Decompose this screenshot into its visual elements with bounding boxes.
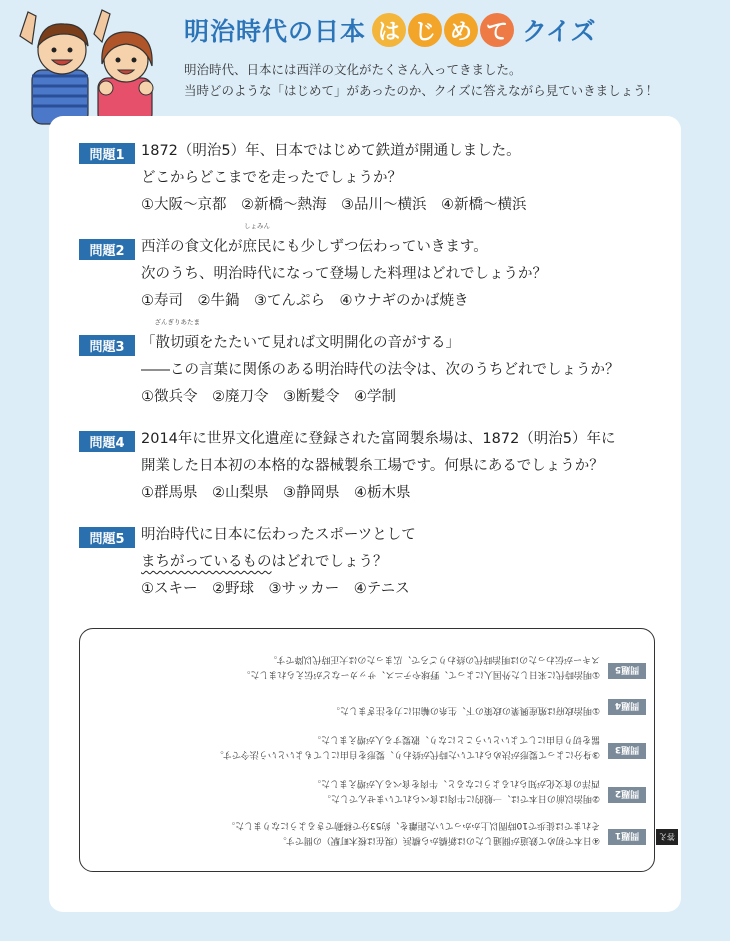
answer-line: ③身分によって髪形が決められていた時代が終わり、髪形を自由にしてもよいという法令です。 xyxy=(214,749,600,759)
intro-line-1: 明治時代、日本には西洋の文化がたくさん入ってきました。 xyxy=(184,62,522,77)
title-bubble: め xyxy=(444,13,478,47)
answer-line: ④日本で初めて鉄道が開通したのは新橋から横浜（現在は桜木町駅）の間です。 xyxy=(277,835,600,845)
ruby-base: 庶民 xyxy=(242,239,272,255)
title-bubble: て xyxy=(480,13,514,47)
answer-label: 問題1 xyxy=(608,829,646,845)
question-line: ――この言葉に関係のある明治時代の法令は、次のうちどれでしょうか？ xyxy=(141,362,620,378)
title-quiz-text: クイズ xyxy=(522,17,596,46)
answer-line: 西洋の食文化が知られるようになると、牛肉を食べる人が増えました。 xyxy=(311,778,600,789)
question-label: 問題2 xyxy=(79,239,135,260)
question-label: 問題5 xyxy=(79,527,135,548)
question-options: ①群馬県 ②山梨県 ③静岡県 ④栃木県 xyxy=(141,485,411,501)
emphasis-text: まちがっているもの xyxy=(141,554,272,570)
answer-tag: 答え xyxy=(656,829,678,845)
question-line xyxy=(141,222,547,261)
quiz-panel xyxy=(49,116,681,912)
text-segment: 「 xyxy=(141,335,156,351)
question-text xyxy=(141,138,527,219)
question-options: ①徴兵令 ②廃刀令 ③断髪令 ④学制 xyxy=(141,389,396,405)
title-bubble: は xyxy=(372,13,406,47)
ruby-reading: ざんぎりあたま xyxy=(154,318,200,326)
answer-text xyxy=(215,732,600,761)
question-label: 問題4 xyxy=(79,431,135,452)
question-line: 開業した日本初の本格的な器械製糸工場です。何県にあるでしょうか？ xyxy=(141,458,604,474)
question-line: 1872（明治5）年、日本ではじめて鉄道が開通しました。 xyxy=(141,143,521,159)
text-segment: にも少しずつ伝わっていきます。 xyxy=(271,239,488,255)
question-text xyxy=(141,222,547,315)
answer-label: 問題5 xyxy=(608,663,646,679)
boy-figure xyxy=(20,10,110,124)
answer-line: ①明治時代に来日した外国人によって、野球やテニス、サッカーなどが伝えられました。 xyxy=(241,669,600,679)
title-main-text: 明治時代の日本 xyxy=(184,17,367,46)
answer-line: ①明治政府は殖産興業の政策の下、生糸の輸出に力を注ぎました。 xyxy=(330,705,600,715)
question-line: 明治時代に日本に伝わったスポーツとして xyxy=(141,527,416,543)
question-line: 次のうち、明治時代になって登場した料理はどれでしょうか？ xyxy=(141,266,547,282)
answer-line: 髷を切り自由にしてよいということになり、散髪する人が増えました。 xyxy=(311,734,600,745)
answer-text xyxy=(312,776,600,805)
question-text xyxy=(141,522,416,603)
answer-label: 問題2 xyxy=(608,787,646,803)
question-line: どこからどこまでを走ったでしょうか？ xyxy=(141,170,402,186)
text-segment: 西洋の食文化が xyxy=(141,239,243,255)
answer-line: ②明治以前の日本では、一般的に牛肉は食べられていませんでした。 xyxy=(321,793,600,803)
question-text xyxy=(141,318,620,411)
title-bubble: じ xyxy=(408,13,442,47)
question-label: 問題1 xyxy=(79,143,135,164)
answer-line: それまでは徒歩で10時間以上かかっていた距離を、約53分で移動できるようになりました。 xyxy=(226,820,600,831)
text-segment: はどれでしょう？ xyxy=(271,554,388,570)
title-bubbles xyxy=(372,13,516,47)
ruby-word xyxy=(242,222,272,261)
answer-box xyxy=(79,628,675,872)
question-options: ①スキー ②野球 ③サッカー ④テニス xyxy=(141,581,410,597)
answer-line: スキーが伝わったのは明治時代の終わりごろで、広まったのは大正時代以降です。 xyxy=(268,654,600,665)
answer-label: 問題4 xyxy=(608,699,646,715)
text-segment: をたたいて見れば文明開化の音がする」 xyxy=(199,335,460,351)
answer-text xyxy=(226,818,600,847)
answer-box-rotated xyxy=(80,629,675,871)
question-line xyxy=(141,549,416,576)
answer-text xyxy=(241,652,600,681)
question-text xyxy=(141,426,616,507)
question-options: ①大阪〜京都 ②新橋〜熱海 ③品川〜横浜 ④新橋〜横浜 xyxy=(141,197,527,213)
question-label: 問題3 xyxy=(79,335,135,356)
question-line: 2014年に世界文化遺産に登録された富岡製糸場は、1872（明治5）年に xyxy=(141,431,616,447)
question-options: ①寿司 ②牛鍋 ③てんぷら ④ウナギのかば焼き xyxy=(141,293,469,309)
intro-line-2: 当時どのような「はじめて」があったのか、クイズに答えながら見ていきましょう！ xyxy=(184,83,659,98)
girl-figure xyxy=(98,32,153,124)
page-title xyxy=(184,8,596,52)
ruby-base: 散切頭 xyxy=(155,335,199,351)
ruby-word xyxy=(154,318,200,357)
answer-text xyxy=(331,703,600,718)
question-line xyxy=(141,318,620,357)
ruby-reading: しょみん xyxy=(244,222,270,230)
children-illustration xyxy=(6,6,166,124)
answer-label: 問題3 xyxy=(608,743,646,759)
